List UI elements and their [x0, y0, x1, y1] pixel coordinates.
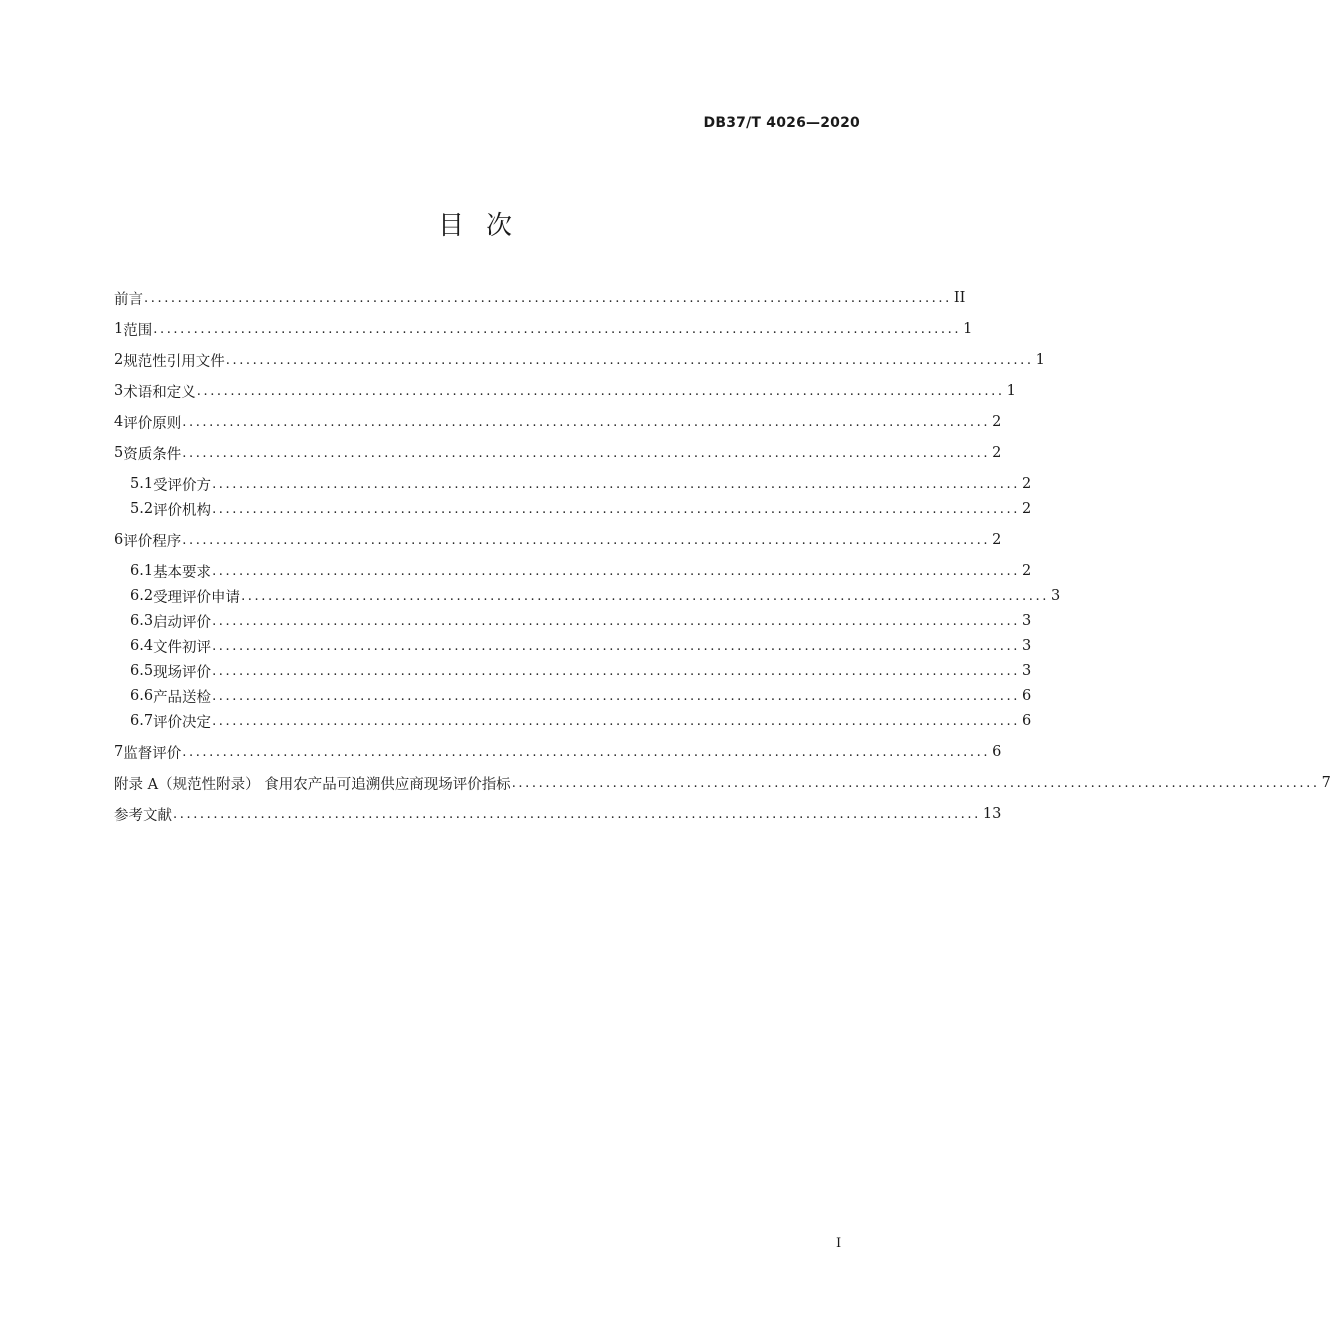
- toc-entry[interactable]: [114, 410, 1002, 434]
- toc-subentry[interactable]: [130, 659, 1032, 683]
- toc-entry-label: 附录 A（规范性附录） 食用农产品可追溯供应商现场评价指标: [114, 776, 511, 793]
- toc-entry-page: II: [953, 290, 966, 306]
- toc-leader-dots: ........................................................................................................................: [225, 352, 1034, 368]
- toc-subentry[interactable]: [130, 584, 1061, 608]
- toc-entry-label: 规范性引用文件: [123, 353, 225, 370]
- toc-entry-number: 3: [114, 383, 124, 399]
- toc-entry[interactable]: [114, 802, 1002, 826]
- toc-entry-page: 6: [1021, 713, 1032, 729]
- toc-leader-dots: ........................................................................................................................: [212, 476, 1020, 492]
- toc-entry-page: 13: [982, 806, 1002, 822]
- toc-entry[interactable]: [114, 348, 1045, 372]
- toc-entry-number: 5.1: [130, 476, 154, 492]
- toc-entry-label: 范围: [123, 322, 153, 339]
- toc-entry-page: 1: [963, 321, 973, 337]
- toc-leader-dots: ........................................................................................................................: [173, 806, 981, 822]
- toc-entry-number: 6.4: [130, 638, 154, 654]
- toc-entry-label: 参考文献: [114, 807, 172, 824]
- toc-entry-page: 3: [1021, 663, 1032, 679]
- toc-entry-number: 1: [114, 321, 124, 337]
- toc-entry-page: 1: [1006, 383, 1016, 399]
- toc-entry-number: 6.5: [130, 663, 154, 679]
- toc-entry-label: 评价决定: [153, 714, 212, 731]
- toc-entry[interactable]: [114, 740, 1002, 764]
- toc-entry[interactable]: [114, 317, 973, 341]
- toc-leader-dots: ........................................................................................................................: [196, 383, 1005, 399]
- toc-entry-page: 3: [1050, 588, 1061, 604]
- toc-entry-number: 7: [114, 744, 124, 760]
- toc-entry-number: 4: [114, 414, 124, 430]
- toc-entry-label: 文件初评: [153, 639, 212, 656]
- toc-entry-label: 监督评价: [123, 745, 182, 762]
- toc-entry-label: 产品送检: [153, 689, 212, 706]
- toc-entry-number: 6.2: [130, 588, 154, 604]
- toc-entry-number: 6.7: [130, 713, 154, 729]
- toc-leader-dots: ........................................................................................................................: [241, 588, 1049, 604]
- toc-leader-dots: ........................................................................................................................: [212, 501, 1020, 517]
- toc-entry-number: 5: [114, 445, 124, 461]
- toc-entry-page: 2: [1021, 563, 1032, 579]
- toc-leader-dots: ........................................................................................................................: [153, 321, 962, 337]
- toc-entry-label: 资质条件: [123, 446, 182, 463]
- toc-entry-page: 3: [1021, 638, 1032, 654]
- toc-entry[interactable]: [114, 441, 1002, 465]
- toc-entry-number: 6.3: [130, 613, 154, 629]
- toc-leader-dots: ........................................................................................................................: [212, 688, 1020, 704]
- toc-entry-page: 6: [992, 744, 1002, 760]
- toc-entry[interactable]: [114, 379, 1016, 403]
- toc-entry-label: 受评价方: [153, 477, 212, 494]
- toc-entry-page: 2: [992, 414, 1002, 430]
- toc-entry-number: 2: [114, 352, 124, 368]
- toc-entry-page: 2: [1021, 501, 1032, 517]
- toc-leader-dots: ........................................................................................................................: [182, 744, 991, 760]
- toc-leader-dots: ........................................................................................................................: [212, 663, 1020, 679]
- toc-entry-page: 7: [1321, 775, 1331, 791]
- toc-entry-label: 评价原则: [123, 415, 182, 432]
- toc-leader-dots: ........................................................................................................................: [182, 414, 991, 430]
- toc-entry-label: 评价机构: [153, 502, 212, 519]
- toc-entry-page: 1: [1035, 352, 1045, 368]
- toc-leader-dots: ........................................................................................................................: [511, 775, 1320, 791]
- toc-subentry[interactable]: [130, 634, 1032, 658]
- toc-entry-page: 2: [992, 532, 1002, 548]
- toc-entry-page: 2: [992, 445, 1002, 461]
- toc-entry-page: 2: [1021, 476, 1032, 492]
- toc-entry-page: 6: [1021, 688, 1032, 704]
- toc-entry-number: 6: [114, 532, 124, 548]
- toc-subentry[interactable]: [130, 497, 1032, 521]
- toc-leader-dots: ........................................................................................................................: [212, 563, 1020, 579]
- toc-leader-dots: ........................................................................................................................: [212, 713, 1020, 729]
- toc-leader-dots: ........................................................................................................................: [144, 290, 952, 306]
- toc-entry[interactable]: [114, 771, 1331, 795]
- toc-entry-label: 术语和定义: [123, 384, 196, 401]
- toc-entry-number: 6.6: [130, 688, 154, 704]
- toc-entry-label: 启动评价: [153, 614, 212, 631]
- toc-subentry[interactable]: [130, 609, 1032, 633]
- toc-entry-page: 3: [1021, 613, 1032, 629]
- toc-entry-label: 前言: [114, 291, 143, 308]
- toc-subentry[interactable]: [130, 472, 1032, 496]
- toc-subentry[interactable]: [130, 559, 1032, 583]
- document-id: DB37/T 4026—2020: [703, 115, 860, 131]
- footer-page-number: I: [836, 1236, 842, 1251]
- toc-entry-label: 评价程序: [123, 533, 182, 550]
- toc-entry[interactable]: [114, 528, 1002, 552]
- toc-leader-dots: ........................................................................................................................: [212, 638, 1020, 654]
- toc-entry-number: 5.2: [130, 501, 154, 517]
- toc-leader-dots: ........................................................................................................................: [182, 445, 991, 461]
- toc-leader-dots: ........................................................................................................................: [182, 532, 991, 548]
- toc-entry-label: 基本要求: [153, 564, 212, 581]
- toc-subentry[interactable]: [130, 709, 1032, 733]
- toc-entry-number: 6.1: [130, 563, 154, 579]
- toc-leader-dots: ........................................................................................................................: [212, 613, 1020, 629]
- toc-subentry[interactable]: [130, 684, 1032, 708]
- toc-entry-label: 受理评价申请: [153, 589, 241, 606]
- page-title: 目次: [437, 211, 534, 241]
- toc-entry-label: 现场评价: [153, 664, 212, 681]
- toc-entry[interactable]: [114, 286, 966, 310]
